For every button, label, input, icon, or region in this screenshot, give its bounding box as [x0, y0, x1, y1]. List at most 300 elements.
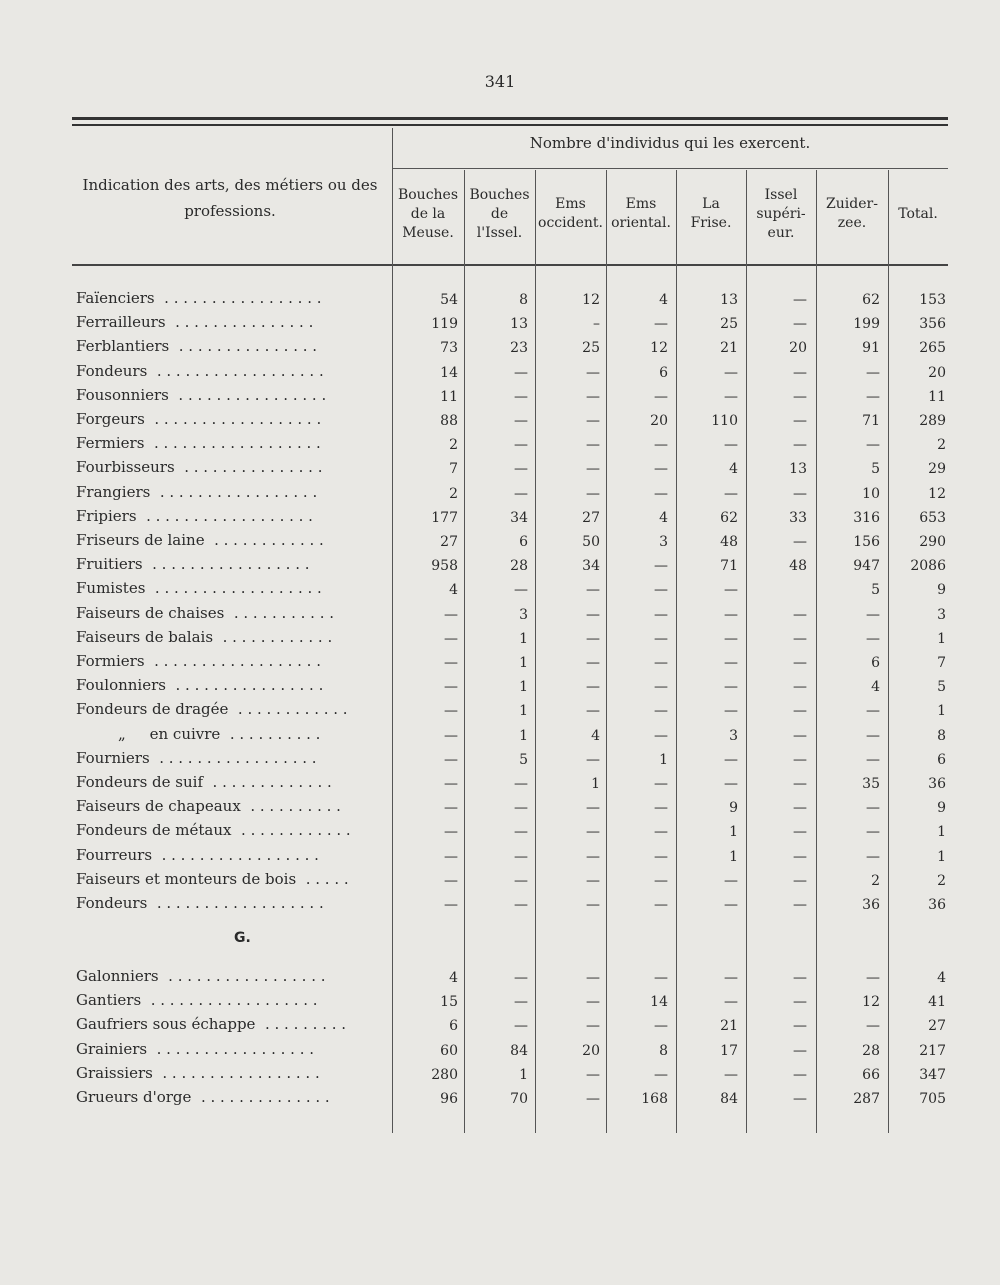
table-cell: — — [793, 800, 807, 817]
table-cell: 4 — [591, 727, 600, 744]
dot-leader: . . . . . . . . . . . . . . . . — [168, 385, 327, 404]
table-cell: 2 — [937, 437, 946, 454]
top-rule-secondary — [72, 124, 948, 126]
table-cell: — — [793, 776, 807, 792]
table-cell: — — [654, 848, 668, 865]
table-cell: — — [444, 751, 458, 768]
dot-leader: . . . . . . . . . . — [220, 724, 321, 743]
row-label-column-title: Indication des arts, des métiers ou des professions. — [82, 176, 378, 220]
column-divider — [606, 170, 607, 1133]
dot-leader: . . . . . . . . . . . . . . . . . . — [147, 361, 324, 380]
table-cell: 1 — [519, 679, 528, 696]
column-header: Bouches de la Meuse. — [397, 187, 459, 241]
table-cell: — — [586, 897, 600, 913]
column-divider — [888, 170, 889, 1133]
table-cell: 347 — [919, 1066, 946, 1083]
table-cell: — — [866, 437, 880, 454]
table-cell: — — [793, 316, 807, 333]
table-cell: — — [654, 727, 668, 744]
table-cell: — — [586, 872, 600, 889]
page-number: 341 — [484, 72, 516, 91]
table-cell: — — [514, 582, 528, 599]
table-cell: — — [586, 582, 600, 599]
row-label: Faiseurs et monteurs de bois . . . . . — [76, 869, 349, 888]
table-cell: 3 — [729, 727, 738, 744]
column-header: Zuider- zee. — [826, 196, 878, 231]
table-cell: — — [793, 606, 807, 623]
table-cell: — — [793, 388, 807, 405]
table-cell: 28 — [862, 1042, 880, 1059]
table-cell: 96 — [440, 1091, 458, 1107]
table-cell: — — [724, 1066, 738, 1083]
table-cell: — — [586, 655, 600, 671]
table-cell: 168 — [641, 1091, 668, 1107]
table-cell: — — [793, 727, 807, 744]
table-cell: 20 — [582, 1042, 600, 1059]
dot-leader: . . . . . . . . . . . . . . . . . . — [136, 506, 313, 525]
table-cell: 6 — [937, 751, 946, 768]
dot-leader: . . . . . . . . . . . . . . . . . . — [144, 410, 322, 428]
table-cell: 1 — [937, 848, 946, 865]
table-cell: 8 — [519, 292, 528, 308]
table-cell: — — [586, 1018, 600, 1035]
section-letter-g: G. — [234, 930, 251, 946]
dot-leader: . . . . . . . . . . . . . . . . . . — [144, 434, 321, 453]
table-cell: — — [586, 824, 600, 841]
dot-leader: . . . . . . . . . . . . . — [203, 773, 332, 791]
table-cell: — — [724, 388, 738, 405]
table-cell: 653 — [919, 509, 946, 526]
table-cell: 12 — [928, 485, 946, 502]
table-cell: – — [593, 316, 600, 333]
table-cell: 7 — [449, 461, 458, 478]
table-cell: 27 — [928, 1018, 946, 1035]
table-cell: — — [514, 800, 528, 817]
table-cell: — — [866, 630, 880, 647]
table-cell: — — [586, 679, 600, 696]
table-cell: 62 — [862, 292, 880, 308]
table-cell: 2 — [449, 485, 458, 502]
table-cell: — — [586, 437, 600, 454]
table-cell: 36 — [928, 897, 946, 913]
table-cell: — — [444, 703, 458, 720]
table-cell: 1 — [519, 1066, 528, 1083]
table-cell: — — [793, 364, 807, 381]
dot-leader: . . . . . . . . . . . . . . . . . — [147, 1039, 314, 1058]
dot-leader: . . . . . . . . . . . . — [204, 531, 324, 549]
table-cell: — — [724, 703, 738, 720]
table-cell: — — [654, 703, 668, 720]
row-label: Fripiers . . . . . . . . . . . . . . . . . . — [76, 506, 313, 525]
table-cell: — — [586, 800, 600, 817]
table-cell: — — [724, 582, 738, 599]
table-cell: 3 — [659, 534, 668, 550]
column-header: Issel supéri- eur. — [756, 187, 806, 241]
table-cell: 10 — [862, 485, 880, 502]
table-cell: — — [866, 1018, 880, 1035]
table-cell: — — [586, 630, 600, 647]
table-cell: — — [724, 364, 738, 381]
table-cell: 1 — [937, 630, 946, 647]
table-cell: — — [654, 679, 668, 696]
table-cell: 21 — [720, 340, 738, 357]
table-cell: — — [514, 388, 528, 405]
table-cell: 71 — [720, 558, 738, 575]
column-header: La Frise. — [690, 196, 732, 231]
table-cell: — — [654, 606, 668, 623]
table-cell: — — [793, 872, 807, 889]
table-cell: — — [654, 897, 668, 913]
table-cell: 2 — [937, 872, 946, 889]
table-cell: — — [793, 292, 807, 308]
table-cell: — — [724, 776, 738, 792]
table-cell: 6 — [519, 534, 528, 550]
table-cell: — — [654, 582, 668, 599]
table-cell: — — [654, 1018, 668, 1035]
table-cell: 66 — [862, 1066, 880, 1083]
table-cell: — — [444, 630, 458, 647]
table-cell: 4 — [449, 582, 458, 599]
row-label: Fourniers . . . . . . . . . . . . . . . . . — [76, 748, 317, 767]
table-cell: — — [514, 970, 528, 986]
table-cell: 6 — [449, 1018, 458, 1035]
table-cell: — — [444, 655, 458, 671]
table-cell: 4 — [659, 292, 668, 308]
table-cell: 33 — [789, 509, 807, 526]
row-label: Ferrailleurs . . . . . . . . . . . . . . . — [76, 313, 314, 332]
table-cell: — — [586, 388, 600, 405]
column-divider — [746, 170, 747, 1133]
table-cell: — — [586, 364, 600, 381]
table-cell: 84 — [720, 1091, 738, 1107]
table-cell: 36 — [862, 897, 880, 913]
table-cell: 7 — [937, 655, 946, 671]
table-cell: — — [586, 413, 600, 429]
table-cell: 958 — [431, 558, 458, 575]
table-cell: — — [793, 1066, 807, 1083]
table-cell: — — [866, 800, 880, 817]
table-cell: 11 — [440, 388, 458, 405]
dot-leader: . . . . . . . . . . . . . . . — [169, 337, 318, 356]
table-cell: — — [586, 703, 600, 720]
table-cell: — — [866, 388, 880, 405]
table-cell: — — [793, 534, 807, 550]
table-cell: 20 — [789, 340, 807, 357]
table-cell: 14 — [650, 994, 668, 1011]
table-cell: 1 — [519, 630, 528, 647]
table-cell: 3 — [937, 606, 946, 623]
table-cell: — — [586, 848, 600, 865]
table-cell: 110 — [711, 413, 738, 429]
table-cell: 28 — [510, 558, 528, 575]
table-cell: 1 — [937, 703, 946, 720]
dot-leader: . . . . . . . . . . . . . . . . . — [142, 555, 310, 574]
table-cell: 29 — [928, 461, 946, 478]
table-cell: — — [654, 388, 668, 405]
row-label: Fruitiers . . . . . . . . . . . . . . . . . — [76, 555, 310, 574]
table-cell: — — [514, 1018, 528, 1035]
table-cell: — — [654, 824, 668, 841]
row-label: Faiseurs de chaises . . . . . . . . . . . — [76, 603, 334, 622]
table-cell: 27 — [440, 534, 458, 550]
row-label: Fondeurs de métaux . . . . . . . . . . . . — [76, 821, 351, 840]
table-cell: — — [654, 655, 668, 671]
table-cell: — — [514, 485, 528, 502]
table-cell: 280 — [431, 1066, 458, 1083]
table-cell: — — [654, 800, 668, 817]
table-cell: — — [793, 703, 807, 720]
table-cell: 5 — [519, 751, 528, 768]
table-cell: — — [654, 485, 668, 502]
table-cell: 48 — [789, 558, 807, 575]
table-cell: 84 — [510, 1042, 528, 1059]
table-cell: — — [724, 872, 738, 889]
table-cell: 71 — [862, 413, 880, 429]
row-label: Grainiers . . . . . . . . . . . . . . . . . — [76, 1039, 314, 1058]
table-cell: — — [514, 824, 528, 841]
table-cell: 1 — [519, 727, 528, 744]
table-cell: — — [444, 824, 458, 841]
table-cell: — — [866, 751, 880, 768]
table-cell: — — [586, 606, 600, 623]
table-cell: 8 — [659, 1042, 668, 1059]
table-cell: 356 — [919, 316, 946, 333]
table-cell: 23 — [510, 340, 528, 357]
dot-leader: . . . . . . . . . . . . . . — [191, 1088, 330, 1106]
table-cell: — — [586, 1091, 600, 1107]
table-cell: — — [793, 1091, 807, 1107]
table-cell: 12 — [582, 292, 600, 308]
row-label: Gaufriers sous échappe . . . . . . . . . — [76, 1015, 347, 1034]
table-cell: — — [444, 800, 458, 817]
table-cell: 50 — [582, 534, 600, 550]
dot-leader: . . . . . . . . . . . . . . . . . — [152, 1063, 320, 1082]
table-cell: — — [654, 1066, 668, 1083]
table-cell: 20 — [928, 364, 946, 381]
table-cell: — — [514, 364, 528, 381]
table-cell: 4 — [937, 970, 946, 986]
row-label: Fourreurs . . . . . . . . . . . . . . . . . — [76, 845, 319, 864]
table-cell: — — [724, 630, 738, 647]
table-cell: 91 — [862, 340, 880, 357]
table-cell: — — [444, 679, 458, 696]
table-cell: 62 — [720, 509, 738, 526]
table-cell: 27 — [582, 509, 600, 526]
table-cell: 60 — [440, 1042, 458, 1059]
table-cell: 34 — [510, 509, 528, 526]
table-cell: 316 — [853, 509, 880, 526]
table-cell: 1 — [729, 848, 738, 865]
table-cell: 6 — [871, 655, 880, 671]
table-cell: — — [654, 630, 668, 647]
dot-leader: . . . . . . . . . . . . — [213, 627, 333, 646]
row-label: Graissiers . . . . . . . . . . . . . . . . . — [76, 1063, 320, 1082]
table-cell: — — [724, 655, 738, 671]
table-cell: 25 — [582, 340, 600, 357]
table-cell: 13 — [720, 292, 738, 308]
table-cell: — — [793, 970, 807, 986]
column-divider — [676, 170, 677, 1133]
table-cell: — — [866, 727, 880, 744]
table-cell: 153 — [919, 292, 946, 308]
dot-leader: . . . . . . . . . . . . . . . . . — [154, 289, 322, 307]
table-cell: 947 — [853, 558, 880, 575]
table-cell: 3 — [519, 606, 528, 623]
table-cell: 1 — [937, 824, 946, 841]
dot-leader: . . . . . . . . . . . . — [231, 821, 351, 840]
row-label: Galonniers . . . . . . . . . . . . . . . . . — [76, 967, 326, 985]
table-cell: 9 — [729, 800, 738, 817]
table-cell: 15 — [440, 994, 458, 1011]
table-cell: 36 — [928, 776, 946, 792]
dot-leader: . . . . . . . . . . . . . . . . . . — [141, 991, 318, 1010]
row-label: Fourbisseurs . . . . . . . . . . . . . . . — [76, 458, 323, 477]
table-cell: — — [793, 655, 807, 671]
table-cell: 5 — [871, 582, 880, 599]
row-label: Fondeurs de dragée . . . . . . . . . . . . — [76, 700, 348, 719]
table-cell: 6 — [659, 364, 668, 381]
table-cell: 21 — [720, 1018, 738, 1035]
table-cell: 35 — [862, 776, 880, 792]
table-cell: 4 — [659, 509, 668, 526]
table-cell: — — [724, 970, 738, 986]
dot-leader: . . . . . . . . . . . . . . . . . . — [147, 894, 324, 912]
column-divider — [392, 128, 393, 1133]
column-divider — [816, 170, 817, 1133]
table-cell: — — [793, 1018, 807, 1035]
table-cell: — — [866, 848, 880, 865]
table-cell: 217 — [919, 1042, 946, 1059]
table-cell: — — [514, 413, 528, 429]
table-cell: — — [793, 437, 807, 454]
table-cell: 48 — [720, 534, 738, 550]
row-label: Foulonniers . . . . . . . . . . . . . . . . — [76, 676, 324, 695]
row-label: Fondeurs de suif . . . . . . . . . . . . . — [76, 773, 332, 791]
row-label: Gantiers . . . . . . . . . . . . . . . . . . — [76, 991, 318, 1010]
table-cell: 88 — [440, 413, 458, 429]
table-cell: — — [724, 994, 738, 1011]
table-cell: — — [793, 897, 807, 913]
row-label: Fousonniers . . . . . . . . . . . . . . . . — [76, 385, 327, 404]
table-cell: 705 — [919, 1091, 946, 1107]
table-cell: 2 — [871, 872, 880, 889]
table-cell: 156 — [853, 534, 880, 550]
table-cell: 1 — [591, 776, 600, 792]
table-cell: 54 — [440, 292, 458, 308]
table-cell: — — [654, 776, 668, 792]
table-cell: 177 — [431, 509, 458, 526]
table-cell: 9 — [937, 800, 946, 817]
row-label: „ en cuivre . . . . . . . . . . — [118, 724, 321, 743]
table-cell: 70 — [510, 1091, 528, 1107]
table-cell: — — [866, 703, 880, 720]
table-cell: — — [654, 461, 668, 478]
table-cell: — — [444, 776, 458, 792]
table-cell: 13 — [510, 316, 528, 333]
table-cell: — — [586, 751, 600, 768]
table-cell: — — [514, 848, 528, 865]
row-label: Ferblantiers . . . . . . . . . . . . . . . — [76, 337, 318, 356]
table-cell: — — [793, 824, 807, 841]
row-label: Grueurs d'orge . . . . . . . . . . . . . . — [76, 1088, 330, 1106]
column-divider — [535, 170, 536, 1133]
table-cell: — — [586, 485, 600, 502]
table-cell: 4 — [729, 461, 738, 478]
table-cell: 25 — [720, 316, 738, 333]
row-label: Frangiers . . . . . . . . . . . . . . . . . — [76, 482, 318, 501]
table-cell: — — [793, 413, 807, 429]
table-cell: — — [444, 897, 458, 913]
table-cell: 289 — [919, 413, 946, 429]
top-rule — [72, 117, 948, 120]
table-cell: 1 — [729, 824, 738, 841]
column-header: Bouches de l'Issel. — [469, 187, 530, 241]
table-cell: 12 — [650, 340, 668, 357]
column-header: Ems occident. — [538, 196, 603, 231]
table-cell: — — [586, 994, 600, 1011]
table-cell: — — [724, 606, 738, 623]
dot-leader: . . . . . . . . . . . . . . . . . — [149, 748, 317, 767]
table-cell: 4 — [871, 679, 880, 696]
table-cell: 199 — [853, 316, 880, 333]
table-cell: 265 — [919, 340, 946, 357]
row-label: Faiseurs de balais . . . . . . . . . . . . — [76, 627, 333, 646]
table-cell: — — [514, 897, 528, 913]
dot-leader: . . . . . . . . . . . . . . . . . — [152, 845, 319, 864]
table-cell: — — [514, 994, 528, 1011]
table-cell: — — [586, 1066, 600, 1083]
table-cell: — — [866, 824, 880, 841]
table-cell: — — [444, 872, 458, 889]
table-cell: 73 — [440, 340, 458, 357]
table-cell: — — [654, 437, 668, 454]
column-group-title: Nombre d'individus qui les exercent. — [529, 134, 811, 152]
table-cell: — — [514, 776, 528, 792]
table-cell: 11 — [928, 388, 946, 405]
table-cell: — — [654, 316, 668, 333]
dot-leader: . . . . . . . . . . . . . . . . . — [158, 967, 326, 985]
dot-leader: . . . . . . . . . . . . . . . — [165, 313, 314, 332]
table-cell: 4 — [449, 970, 458, 986]
dot-leader: . . . . . . . . . . . . . . . . . . — [145, 579, 322, 598]
table-cell: — — [514, 872, 528, 889]
table-cell: — — [654, 872, 668, 889]
table-cell: — — [654, 558, 668, 575]
table-cell: — — [586, 461, 600, 478]
table-cell: — — [793, 994, 807, 1011]
table-cell: 1 — [519, 703, 528, 720]
table-cell: — — [866, 606, 880, 623]
dot-leader: . . . . . . . . . . . . . . . . . — [150, 482, 318, 501]
row-label: Fondeurs . . . . . . . . . . . . . . . . . . — [76, 361, 324, 380]
table-cell: 119 — [431, 316, 458, 333]
table-cell: 1 — [659, 751, 668, 768]
table-cell: 5 — [871, 461, 880, 478]
dot-leader: . . . . . . . . . . . . . . . . — [165, 676, 324, 695]
table-cell: — — [724, 437, 738, 454]
table-cell: 1 — [519, 655, 528, 671]
table-cell: 13 — [789, 461, 807, 478]
column-header: Total. — [898, 206, 938, 222]
table-cell: — — [514, 437, 528, 454]
dot-leader: . . . . . . . . . . . . — [228, 700, 348, 719]
row-label: Fumistes . . . . . . . . . . . . . . . . . . — [76, 579, 322, 598]
table-cell: — — [793, 751, 807, 768]
table-cell: 290 — [919, 534, 946, 550]
row-label: Faïenciers . . . . . . . . . . . . . . . . . — [76, 289, 322, 307]
table-cell: — — [444, 727, 458, 744]
row-label: Formiers . . . . . . . . . . . . . . . . . . — [76, 652, 321, 670]
